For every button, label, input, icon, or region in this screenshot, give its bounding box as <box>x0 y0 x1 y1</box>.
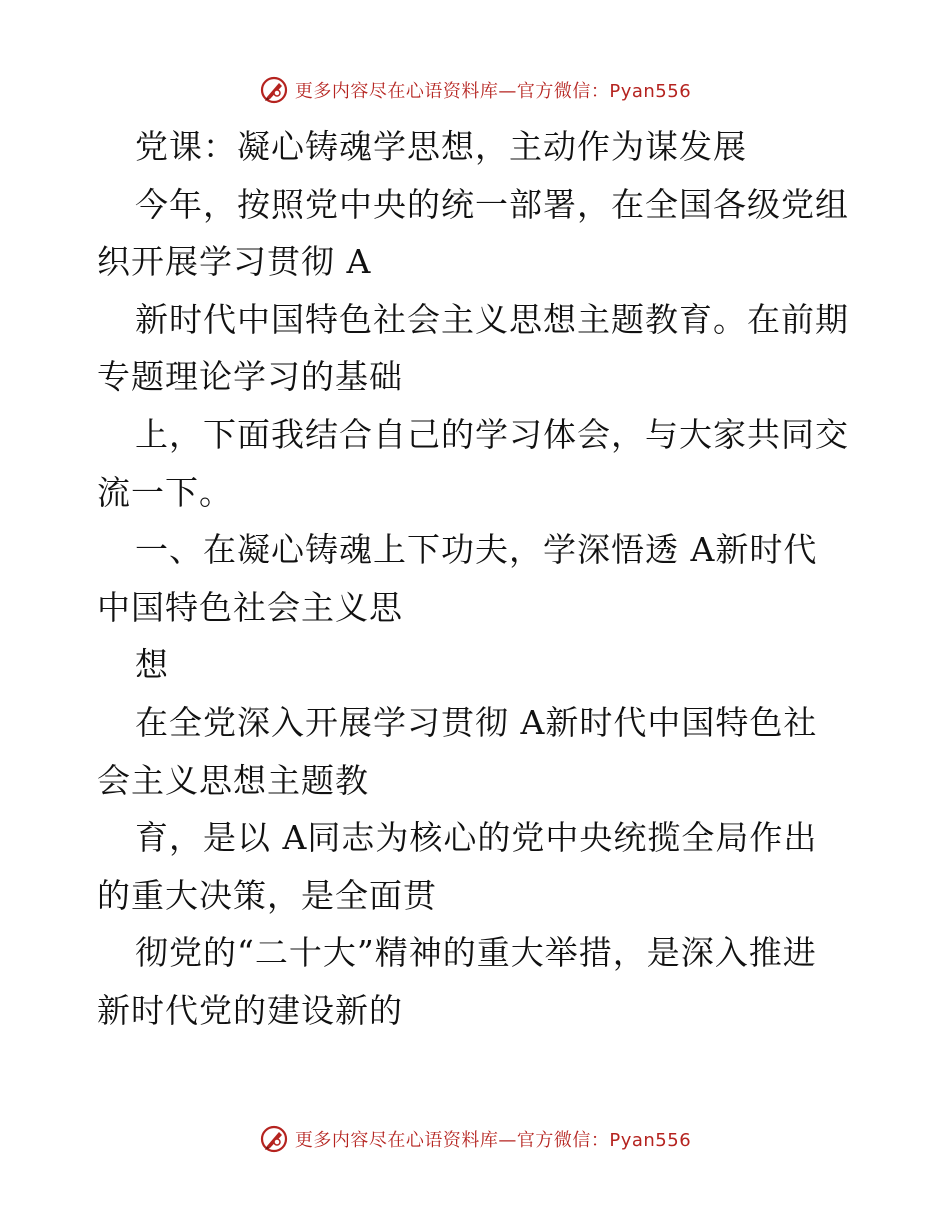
text-line: 一、在凝心铸魂上下功夫，学深悟透 A新时代 <box>135 530 818 570</box>
text-line: 织开展学习贯彻 A <box>97 242 372 282</box>
text-line: 今年，按照党中央的统一部署，在全国各级党组 <box>135 184 849 224</box>
text-line: 新时代党的建设新的 <box>97 990 403 1030</box>
text-line: 想 <box>135 645 169 685</box>
text-line: 育，是以 A同志为核心的党中央统揽全局作出 <box>135 818 818 858</box>
header-banner <box>0 72 950 108</box>
banner-text: 更多内容尽在心语资料库—官方微信：Pyan556 <box>294 1130 692 1151</box>
text-line: 中国特色社会主义思 <box>97 587 403 627</box>
text-line: 的重大决策，是全面贯 <box>97 875 437 915</box>
text-line: 流一下。 <box>97 472 233 512</box>
text-line: 在全党深入开展学习贯彻 A新时代中国特色社 <box>135 702 818 742</box>
text-line: 党课：凝心铸魂学思想，主动作为谋发展 <box>135 127 747 166</box>
pen-circle-logo-icon <box>259 1124 289 1154</box>
banner-text: 更多内容尽在心语资料库—官方微信：Pyan556 <box>294 81 692 102</box>
text-line: 彻党的“二十大”精神的重大举措，是深入推进 <box>135 933 817 973</box>
document-body <box>97 118 857 1040</box>
text-line: 上，下面我结合自己的学习体会，与大家共同交 <box>135 414 849 454</box>
text-line: 会主义思想主题教 <box>97 760 369 800</box>
text-line: 专题理论学习的基础 <box>97 357 403 397</box>
footer-banner <box>0 1121 950 1157</box>
pen-circle-logo-icon <box>259 75 289 105</box>
text-line: 新时代中国特色社会主义思想主题教育。在前期 <box>135 299 849 339</box>
